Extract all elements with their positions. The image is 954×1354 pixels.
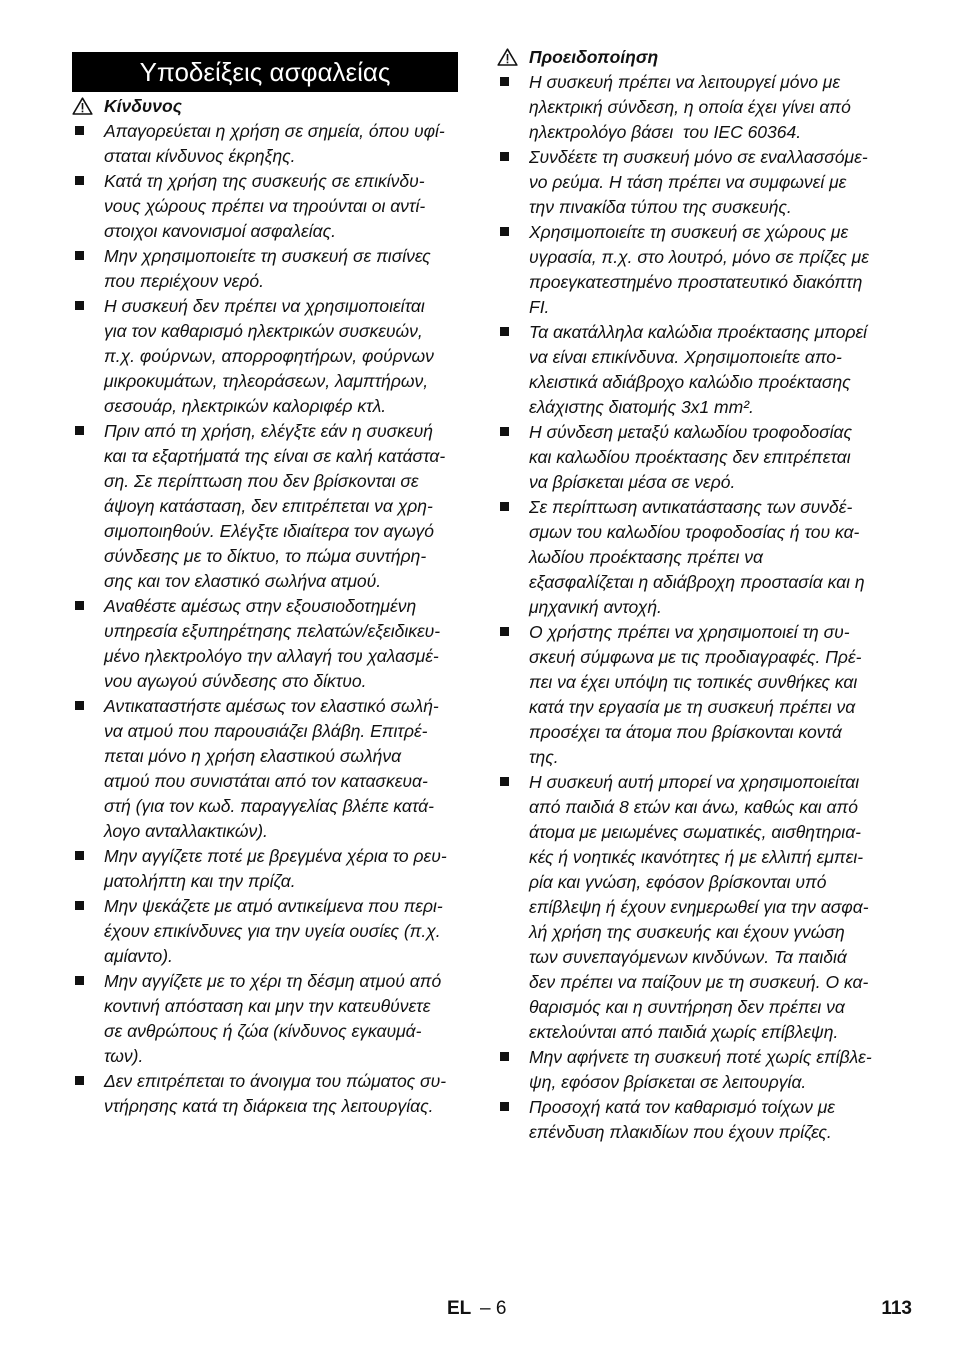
text-line: στοιχοι κανονισμοί ασφαλείας.: [104, 221, 336, 241]
bullet-square-icon: [500, 427, 509, 436]
text-line: ρία και γνώση, εφόσον βρίσκονται υπό: [529, 872, 827, 892]
text-line: μηχανική αντοχή.: [529, 597, 662, 617]
warning-list-item: [497, 420, 887, 495]
section-title: Υποδείξεις ασφαλείας: [139, 57, 391, 87]
warning-list-item: [497, 495, 887, 620]
danger-list-item: [72, 844, 458, 894]
warning-list-item: [497, 620, 887, 770]
text-line: FI.: [529, 297, 550, 317]
text-line: Η συσκευή δεν πρέπει να χρησιμοποιείται: [104, 296, 425, 316]
left-column: [72, 52, 458, 1119]
text-line: Κατά τη χρήση της συσκευής σε επικίνδυ-: [104, 171, 425, 191]
text-line: νο ρεύμα. Η τάση πρέπει να συμφωνεί με: [529, 172, 847, 192]
bullet-square-icon: [500, 777, 509, 786]
text-line: Προσοχή κατά τον καθαρισμό τοίχων με: [529, 1097, 835, 1117]
text-line: Αντικαταστήστε αμέσως τον ελαστικό σωλή-: [104, 696, 439, 716]
text-line: Ο χρήστης πρέπει να χρησιμοποιεί τη συ-: [529, 622, 850, 642]
bullet-square-icon: [500, 327, 509, 336]
text-line: να βρίσκεται μέσα σε νερό.: [529, 472, 736, 492]
text-line: στή (για τον κωδ. παραγγελίας βλέπε κατά-: [104, 796, 434, 816]
text-line: Μην αγγίζετε ποτέ με βρεγμένα χέρια το ρευ-: [104, 846, 447, 866]
warning-list-item: [497, 145, 887, 220]
text-line: ψη, εφόσον βρίσκεται σε λειτουργία.: [529, 1072, 807, 1092]
footer-section-page: – 6: [480, 1298, 507, 1319]
text-line: προσέχει τα άτομα που βρίσκονται κοντά: [529, 722, 842, 742]
bullet-square-icon: [75, 701, 84, 710]
bullet-square-icon: [75, 251, 84, 260]
text-line: σιμοποιηθούν. Ελέγξτε ιδιαίτερα τον αγωγό: [104, 521, 434, 541]
bullet-square-icon: [500, 627, 509, 636]
text-line: θαρισμός και η συντήρηση δεν πρέπει να: [529, 997, 845, 1017]
text-line: π.χ. φούρνων, απορροφητήρων, φούρνων: [104, 346, 434, 366]
text-line: κλειστικά αδιάβροχο καλώδιο προέκτασης: [529, 372, 851, 392]
bullet-square-icon: [75, 601, 84, 610]
danger-list-item: [72, 894, 458, 969]
text-line: Χρησιμοποιείτε τη συσκευή σε χώρους με: [529, 222, 849, 242]
bullet-square-icon: [75, 126, 84, 135]
text-line: αμίαντο).: [104, 946, 173, 966]
text-line: κατά την εργασία με τη συσκευή πρέπει να: [529, 697, 856, 717]
text-line: ματολήπτη και την πρίζα.: [104, 871, 296, 891]
danger-heading-text: Κίνδυνος: [104, 96, 182, 116]
text-line: επίβλεψη ή έχουν ενημερωθεί για την ασφα-: [529, 897, 869, 917]
text-line: σης και τον ελαστικό σωλήνα ατμού.: [104, 571, 382, 591]
text-line: ατμού που συνιστάται από τον κατασκευα-: [104, 771, 428, 791]
text-line: από παιδιά 8 ετών και άνω, καθώς και από: [529, 797, 858, 817]
text-line: κές ή νοητικές ικανότητες ή με ελλιπή εμπει-: [529, 847, 864, 867]
section-title-bar: [72, 52, 458, 92]
danger-list-item: [72, 294, 458, 419]
warning-list-item: [497, 1095, 887, 1145]
text-line: Μην αγγίζετε με το χέρι τη δέσμη ατμού από: [104, 971, 442, 991]
text-line: εξασφαλίζεται η αδιάβροχη προστασία και η: [529, 572, 865, 592]
text-line: Μην χρησιμοποιείτε τη συσκευή σε πισίνες: [104, 246, 431, 266]
bullet-square-icon: [500, 1052, 509, 1061]
text-line: προεγκατεστημένο προστατευτικό διακόπτη: [529, 272, 863, 292]
text-line: σεσουάρ, ηλεκτρικών καλοριφέρ κτλ.: [104, 396, 387, 416]
bullet-square-icon: [500, 502, 509, 511]
text-line: λωδίου προέκτασης πρέπει να: [529, 547, 763, 567]
text-line: Αναθέστε αμέσως στην εξουσιοδοτημένη: [104, 596, 417, 616]
danger-list-item: [72, 169, 458, 244]
text-line: λή χρήση της συσκευής και έχουν γνώση: [529, 922, 845, 942]
bullet-square-icon: [75, 426, 84, 435]
text-line: και καλωδίου προέκτασης δεν επιτρέπεται: [529, 447, 851, 467]
danger-list-item: [72, 969, 458, 1069]
warning-list-item: [497, 220, 887, 320]
text-line: που περιέχουν νερό.: [104, 271, 264, 291]
text-line: εκτελούνται από παιδιά χωρίς επίβλεψη.: [529, 1022, 839, 1042]
text-line: των).: [104, 1046, 144, 1066]
text-line: έχουν επικίνδυνες για την υγεία ουσίες (π.χ.: [104, 921, 441, 941]
bullet-square-icon: [500, 227, 509, 236]
danger-heading: [72, 94, 458, 119]
text-line: ηλεκτρική σύνδεση, η οποία έχει γίνει από: [529, 97, 851, 117]
text-line: να είναι επικίνδυνα. Χρησιμοποιείτε απο-: [529, 347, 842, 367]
text-line: για τον καθαρισμό ηλεκτρικών συσκευών,: [104, 321, 423, 341]
text-line: λογο ανταλλακτικών).: [104, 821, 268, 841]
text-line: ελάχιστης διατομής 3x1 mm².: [529, 397, 754, 417]
text-line: δεν πρέπει να παίζουν με τη συσκευή. Ο κα-: [529, 972, 869, 992]
bullet-square-icon: [75, 301, 84, 310]
text-line: την πινακίδα τύπου της συσκευής.: [529, 197, 792, 217]
text-line: ντήρησης κατά τη διάρκεια της λειτουργίας.: [104, 1096, 434, 1116]
bullet-square-icon: [500, 1102, 509, 1111]
text-line: Τα ακατάλληλα καλώδια προέκτασης μπορεί: [529, 322, 868, 342]
text-line: Μην αφήνετε τη συσκευή ποτέ χωρίς επίβλε-: [529, 1047, 872, 1067]
warning-heading: [497, 45, 887, 70]
text-line: και τα εξαρτήματά της είναι σε καλή κατάστα-: [104, 446, 446, 466]
text-line: Σε περίπτωση αντικατάστασης των συνδέ-: [529, 497, 853, 517]
text-line: μικροκυμάτων, τηλεοράσεων, λαμπτήρων,: [104, 371, 429, 391]
text-line: Η σύνδεση μεταξύ καλωδίου τροφοδοσίας: [529, 422, 853, 442]
warning-list-item: [497, 70, 887, 145]
bullet-square-icon: [75, 901, 84, 910]
text-line: μένο ηλεκτρολόγο την αλλαγή του χαλασμέ-: [104, 646, 439, 666]
text-line: υγρασία, π.χ. στο λουτρό, μόνο σε πρίζες με: [529, 247, 869, 267]
warning-list-item: [497, 770, 887, 1045]
text-line: νους χώρους πρέπει να τηρούνται οι αντί-: [104, 196, 426, 216]
text-line: Συνδέετε τη συσκευή μόνο σε εναλλασσόμε-: [529, 147, 868, 167]
danger-list-item: [72, 594, 458, 694]
text-line: Μην ψεκάζετε με ατμό αντικείμενα που περι-: [104, 896, 443, 916]
bullet-square-icon: [75, 976, 84, 985]
footer-page-number: 113: [881, 1298, 912, 1319]
danger-list-item: [72, 119, 458, 169]
danger-list-item: [72, 419, 458, 594]
text-line: άτομα με μειωμένες σωματικές, αισθητηρια-: [529, 822, 861, 842]
bullet-square-icon: [500, 77, 509, 86]
right-column: [497, 45, 887, 1145]
text-line: υπηρεσία εξυπηρέτησης πελατών/εξειδικευ-: [104, 621, 441, 641]
bullet-square-icon: [75, 851, 84, 860]
text-line: Δεν επιτρέπεται το άνοιγμα του πώματος συ-: [104, 1071, 447, 1091]
bullet-square-icon: [500, 152, 509, 161]
text-line: να ατμού που παρουσιάζει βλάβη. Επιτρέ-: [104, 721, 428, 741]
danger-list-item: [72, 1069, 458, 1119]
danger-list-item: [72, 694, 458, 844]
text-line: σκευή σύμφωνα με τις προδιαγραφές. Πρέ-: [529, 647, 862, 667]
text-line: κοντινή απόσταση και μην την κατευθύνετε: [104, 996, 431, 1016]
bullet-square-icon: [75, 176, 84, 185]
text-line: των συνεπαγόμενων κινδύνων. Τα παιδιά: [529, 947, 847, 967]
warning-icon: [497, 48, 518, 66]
warning-list: [497, 70, 887, 1145]
text-line: νου αγωγού σύνδεσης στο δίκτυο.: [104, 671, 367, 691]
warning-heading-text: Προειδοποίηση: [529, 47, 659, 67]
warning-list-item: [497, 1045, 887, 1095]
text-line: σύνδεσης με το δίκτυο, το πώμα συντήρη-: [104, 546, 427, 566]
text-line: σε ανθρώπους ή ζώα (κίνδυνος εγκαυμά-: [104, 1021, 422, 1041]
text-line: ση. Σε περίπτωση που δεν βρίσκονται σε: [104, 471, 419, 491]
footer-language: EL: [447, 1298, 472, 1319]
text-line: σμων του καλωδίου τροφοδοσίας ή του κα-: [529, 522, 860, 542]
bullet-square-icon: [75, 1076, 84, 1085]
text-line: ηλεκτρολόγο βάσει του IEC 60364.: [529, 122, 802, 142]
text-line: πεται μόνο η χρήση ελαστικού σωλήνα: [104, 746, 402, 766]
text-line: άψογη κατάσταση, δεν επιτρέπεται να χρη-: [104, 496, 433, 516]
text-line: Η συσκευή αυτή μπορεί να χρησιμοποιείται: [529, 772, 860, 792]
text-line: πει να έχει υπόψη τις τοπικές συνθήκες και: [529, 672, 858, 692]
text-line: Πριν από τη χρήση, ελέγξτε εάν η συσκευή: [104, 421, 433, 441]
danger-list: [72, 119, 458, 1119]
text-line: επένδυση πλακιδίων που έχουν πρίζες.: [529, 1122, 832, 1142]
warning-icon: [72, 97, 93, 115]
warning-list-item: [497, 320, 887, 420]
text-line: Απαγορεύεται η χρήση σε σημεία, όπου υφί-: [104, 121, 445, 141]
text-line: Η συσκευή πρέπει να λειτουργεί μόνο με: [529, 72, 841, 92]
text-line: της.: [529, 747, 559, 767]
text-line: σταται κίνδυνος έκρηξης.: [104, 146, 296, 166]
danger-list-item: [72, 244, 458, 294]
